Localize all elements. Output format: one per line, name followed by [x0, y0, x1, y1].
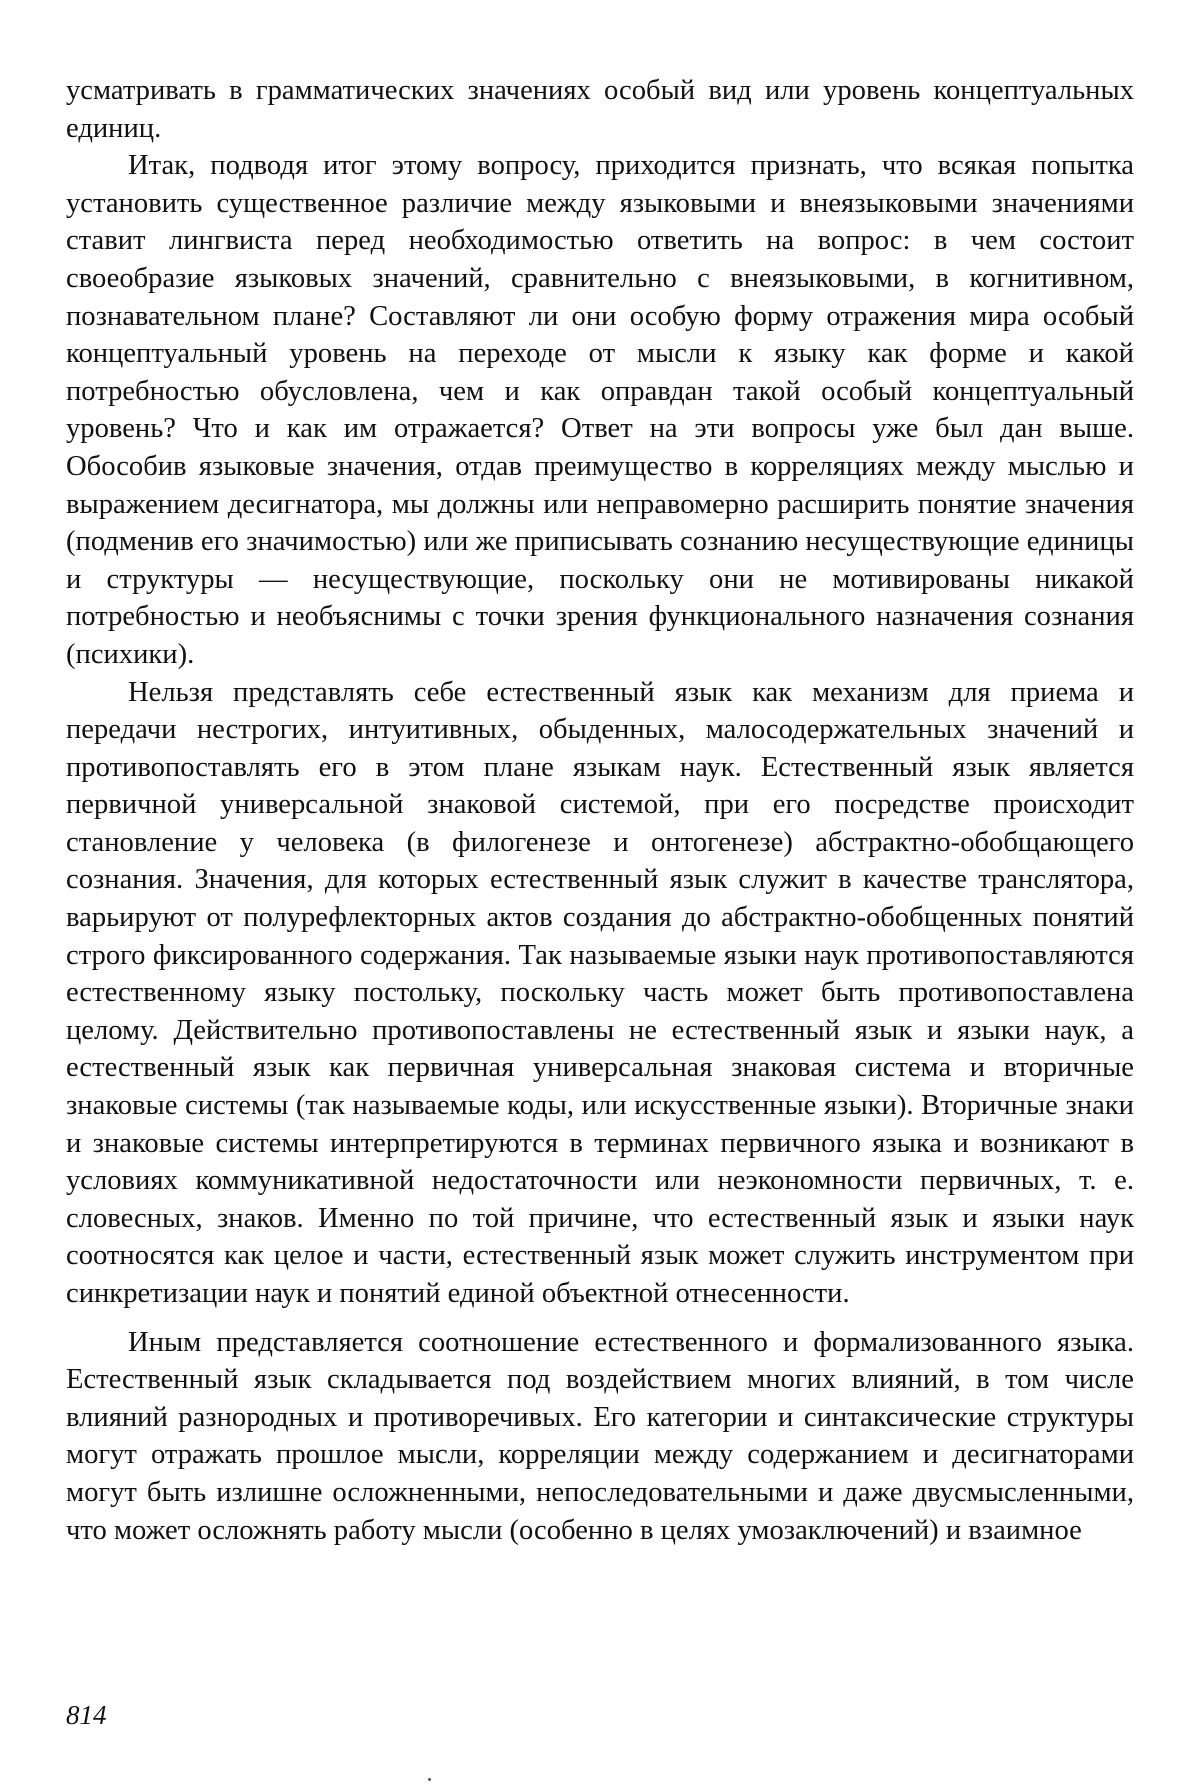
paragraph: Итак, подводя итог этому вопросу, приходится признать, что всякая попытка установить существенное различие между языковыми и внеязыковыми значениями ставит лингвиста перед необходимостью ответить на вопрос: в чем состоит своеобразие языковых значений, сравнительно с внеязыковыми, в когнитивном, познавательном плане? Составляют ли они особую форму отражения мира особый концептуальный уровень на переходе от мысли к языку как форме и какой потребностью обусловлена, чем и как оправдан такой особый концептуальный уровень? Что и как им отражается? Ответ на эти вопросы уже был дан выше. Обособив языковые значения, отдав преимущество в корреляциях между мыслью и выражением десигнатора, мы должны или неправомерно расширить понятие значения (подменив его значимостью) или же приписывать сознанию несуществующие единицы и структуры — несуществующие, поскольку они не мотивированы никакой потребностью и необъяснимы с точки зрения функционального назначения сознания (психики). [66, 150, 1134, 670]
paragraph-continuation: усматривать в грамматических значениях особый вид или уровень концептуальных единиц. [66, 75, 1134, 144]
paragraph: Нельзя представлять себе естественный язык как механизм для приема и передачи нестрогих, интуитивных, обыденных, малосодержательных значений и противопоставлять его в этом плане языкам наук. Естественный язык является первичной универсальной знаковой системой, при его посредстве происходит становление у человека (в филогенезе и онтогенезе) абстрактно-обобщающего сознания. Значения, для которых естественный язык служит в качестве транслятора, варьируют от полурефлекторных актов создания до абстрактно-обобщенных понятий строго фиксированного содержания. Так называемые языки наук противопоставляются естественному языку постольку, поскольку часть может быть противопоставлена целому. Действительно противопоставлены не естественный язык и языки наук, а естественный язык как первичная универсальная знаковая система и вторичные знаковые системы (так называемые коды, или искусственные языки). Вторичные знаки и знаковые системы интерпретируются в терминах первичного языка и возникают в условиях коммуникативной недостаточности или неэкономности первичных, т. е. словесных, знаков. Именно по той причине, что естественный язык и языки наук соотносятся как целое и части, естественный язык может служить инструментом при синкретизации наук и понятий единой объектной отнесенности. [66, 676, 1134, 1309]
page-number: 814 [66, 1700, 107, 1730]
paragraph: Иным представляется соотношение естественного и формализованного языка. Естественный язык складывается под воздействием многих влияний, в том числе влияний разнородных и противоречивых. Его категории и синтаксические структуры могут отражать прошлое мысли, корреляции между содержанием и десигнаторами могут быть излишне осложненными, непоследовательными и даже двусмысленными, что может осложнять работу мысли (особенно в целях умозаключений) и взаимное [66, 1326, 1134, 1546]
scan-speck [428, 1778, 431, 1781]
page-body [66, 72, 1134, 1549]
